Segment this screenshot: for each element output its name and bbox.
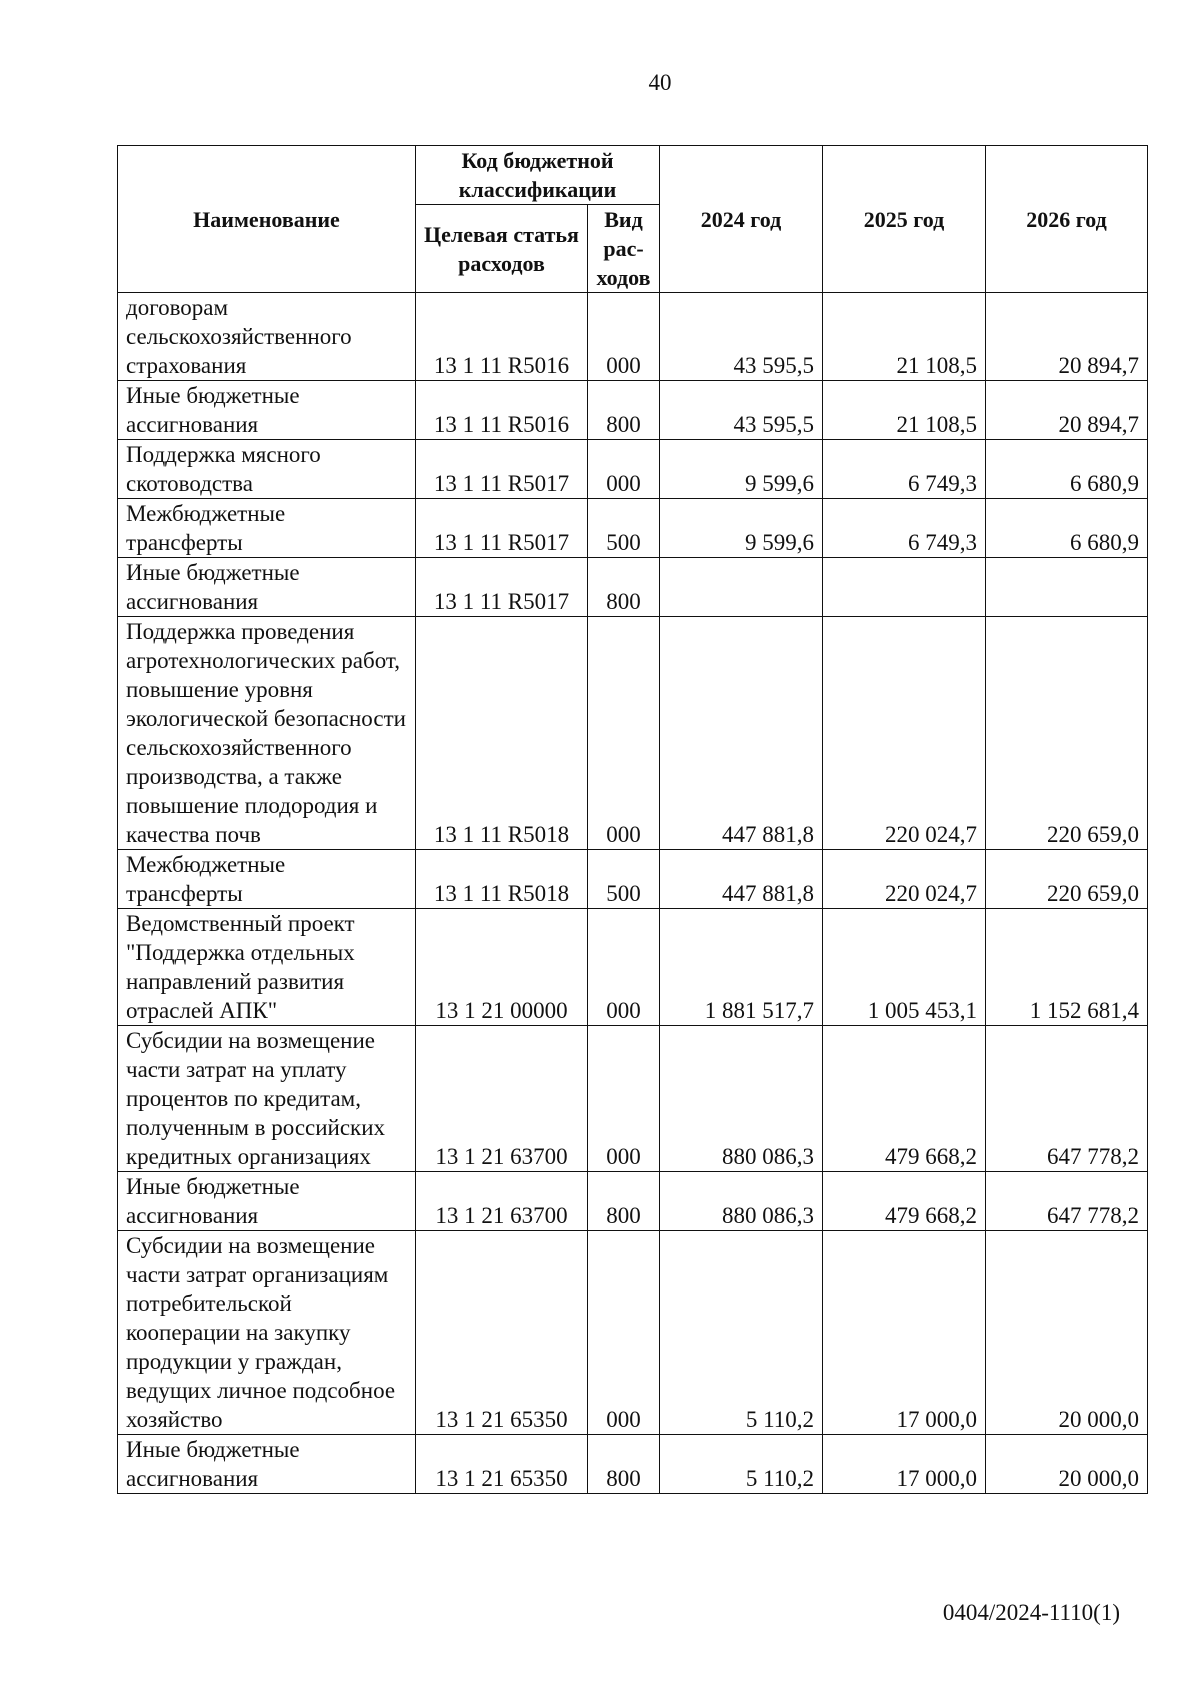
row-value-2026: 6 680,9 (986, 440, 1148, 499)
row-expense-type: 800 (588, 381, 660, 440)
table-row (118, 1172, 1148, 1231)
table-row (118, 617, 1148, 850)
row-value-2026: 647 778,2 (986, 1026, 1148, 1172)
row-expense-type: 000 (588, 293, 660, 381)
row-value-2025: 220 024,7 (823, 850, 986, 909)
row-value-2026: 20 894,7 (986, 293, 1148, 381)
row-target-article: 13 1 21 65350 (416, 1435, 588, 1494)
row-value-2024: 880 086,3 (660, 1026, 823, 1172)
row-target-article: 13 1 21 63700 (416, 1026, 588, 1172)
row-expense-type: 800 (588, 558, 660, 617)
row-target-article: 13 1 11 R5017 (416, 558, 588, 617)
row-target-article: 13 1 11 R5016 (416, 293, 588, 381)
table-header (118, 146, 1148, 293)
row-name: договорам сельскохозяйственного страхования (118, 293, 416, 381)
row-value-2025: 220 024,7 (823, 617, 986, 850)
row-target-article: 13 1 21 63700 (416, 1172, 588, 1231)
row-name: Поддержка мясного скотоводства (118, 440, 416, 499)
row-value-2026: 647 778,2 (986, 1172, 1148, 1231)
row-value-2025: 21 108,5 (823, 381, 986, 440)
row-value-2025 (823, 558, 986, 617)
row-expense-type: 000 (588, 440, 660, 499)
row-name: Субсидии на возмещение части затрат организациям потребительской кооперации на закупку продукции у граждан, ведущих личное подсобное хозяйство (118, 1231, 416, 1435)
row-value-2026: 20 000,0 (986, 1435, 1148, 1494)
header-target-article: Целевая статья расходов (416, 205, 588, 293)
row-value-2025: 17 000,0 (823, 1435, 986, 1494)
row-value-2025: 6 749,3 (823, 499, 986, 558)
header-budget-code: Код бюджетной классификации (416, 146, 660, 205)
table-row (118, 381, 1148, 440)
table-body (118, 293, 1148, 1494)
table-row (118, 293, 1148, 381)
header-expense-type: Вид рас-ходов (588, 205, 660, 293)
row-name: Поддержка проведения агротехнологических работ, повышение уровня экологической безопасности сельскохозяйственного производства, а также повышение плодородия и качества почв (118, 617, 416, 850)
table-row (118, 1435, 1148, 1494)
row-value-2024: 447 881,8 (660, 850, 823, 909)
row-value-2025: 17 000,0 (823, 1231, 986, 1435)
table-row (118, 499, 1148, 558)
page-number: 40 (648, 70, 672, 95)
row-target-article: 13 1 11 R5017 (416, 440, 588, 499)
row-value-2026 (986, 558, 1148, 617)
row-target-article: 13 1 21 65350 (416, 1231, 588, 1435)
row-value-2024: 43 595,5 (660, 293, 823, 381)
row-expense-type: 000 (588, 909, 660, 1026)
row-name: Межбюджетные трансферты (118, 850, 416, 909)
row-name: Иные бюджетные ассигнования (118, 381, 416, 440)
row-value-2024: 880 086,3 (660, 1172, 823, 1231)
row-value-2024: 5 110,2 (660, 1435, 823, 1494)
row-value-2025: 21 108,5 (823, 293, 986, 381)
row-value-2026: 6 680,9 (986, 499, 1148, 558)
table-row (118, 1026, 1148, 1172)
row-value-2024: 9 599,6 (660, 440, 823, 499)
row-value-2025: 479 668,2 (823, 1026, 986, 1172)
header-year-2025: 2025 год (823, 146, 986, 293)
row-name: Иные бюджетные ассигнования (118, 1435, 416, 1494)
row-target-article: 13 1 21 00000 (416, 909, 588, 1026)
table-row (118, 558, 1148, 617)
row-value-2026: 220 659,0 (986, 850, 1148, 909)
row-value-2024: 5 110,2 (660, 1231, 823, 1435)
row-value-2025: 479 668,2 (823, 1172, 986, 1231)
row-value-2026: 20 000,0 (986, 1231, 1148, 1435)
row-value-2025: 1 005 453,1 (823, 909, 986, 1026)
table-row (118, 909, 1148, 1026)
row-value-2024 (660, 558, 823, 617)
row-expense-type: 000 (588, 1231, 660, 1435)
row-value-2026: 220 659,0 (986, 617, 1148, 850)
row-value-2024: 43 595,5 (660, 381, 823, 440)
row-expense-type: 800 (588, 1435, 660, 1494)
row-target-article: 13 1 11 R5017 (416, 499, 588, 558)
table-row (118, 1231, 1148, 1435)
row-name: Иные бюджетные ассигнования (118, 558, 416, 617)
row-name: Субсидии на возмещение части затрат на уплату процентов по кредитам, полученным в российских кредитных организациях (118, 1026, 416, 1172)
row-value-2026: 20 894,7 (986, 381, 1148, 440)
row-expense-type: 000 (588, 1026, 660, 1172)
row-target-article: 13 1 11 R5018 (416, 850, 588, 909)
row-expense-type: 500 (588, 850, 660, 909)
header-name: Наименование (118, 146, 416, 293)
row-name: Межбюджетные трансферты (118, 499, 416, 558)
row-name: Иные бюджетные ассигнования (118, 1172, 416, 1231)
row-value-2024: 447 881,8 (660, 617, 823, 850)
row-name: Ведомственный проект "Поддержка отдельных направлений развития отраслей АПК" (118, 909, 416, 1026)
header-year-2026: 2026 год (986, 146, 1148, 293)
row-value-2026: 1 152 681,4 (986, 909, 1148, 1026)
row-target-article: 13 1 11 R5016 (416, 381, 588, 440)
row-value-2024: 9 599,6 (660, 499, 823, 558)
row-expense-type: 000 (588, 617, 660, 850)
row-target-article: 13 1 11 R5018 (416, 617, 588, 850)
document-code: 0404/2024-1110(1) (942, 1600, 1120, 1625)
budget-table (117, 145, 1148, 1494)
row-expense-type: 500 (588, 499, 660, 558)
row-value-2024: 1 881 517,7 (660, 909, 823, 1026)
header-year-2024: 2024 год (660, 146, 823, 293)
row-value-2025: 6 749,3 (823, 440, 986, 499)
table-row (118, 850, 1148, 909)
table-row (118, 440, 1148, 499)
row-expense-type: 800 (588, 1172, 660, 1231)
